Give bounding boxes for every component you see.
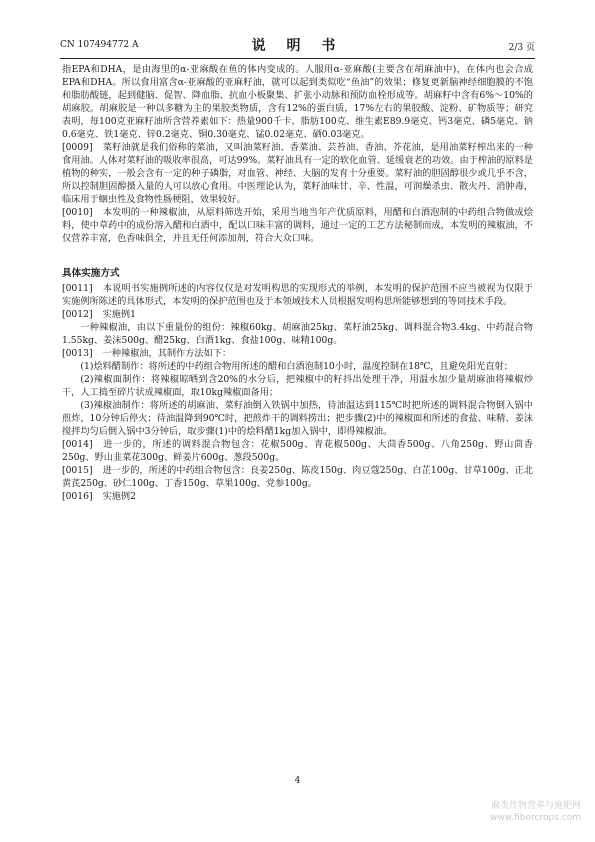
paragraph <box>62 206 533 245</box>
paragraph-text: 本说明书实施例所述的内容仅仅是对发明构思的实现形式的举例，本发明的保护范围不应当被视为仅限于实施例所陈述的具体形式，本发明的保护范围也及于本领域技术人员根据发明构思所能够想到的等同技术手段。 <box>62 283 533 307</box>
paragraph-text: 实施例1 <box>102 309 136 320</box>
paragraph-group-embodiments <box>62 282 533 503</box>
paragraph-number: [0016] <box>62 491 93 502</box>
paragraph <box>62 464 533 490</box>
paragraph-text: (3)辣椒油制作：将所述的胡麻油、菜籽油倒入铁锅中加热，待油温达到115℃时把所述的调料混合物倒入锅中煎炸，10分钟后停火；待油温降到90℃时，把煎炸干的调料捞出；把步骤(2)中的辣椒面和所述的食盐、味精、姜沫搅拌均匀后倒入锅中3分钟后，取步骤(1)中的烩料醋1kg加入锅中，即得辣椒油。 <box>62 400 533 437</box>
paragraph-group-background <box>62 63 533 245</box>
paragraph <box>62 63 533 141</box>
publication-number: CN 107494772 A <box>60 40 139 50</box>
paragraph-text: 一种辣椒油，由以下重量份的组份：辣椒60kg、胡麻油25kg、菜籽油25kg、调料混合物3.4kg、中药混合物1.55kg、姜沫500g、醋25kg、白酒1kg、食盐100g、味精100g。 <box>62 322 533 346</box>
paragraph-text: (1)烩料醋制作：将所述的中药组合物用所述的醋和白酒泡制10小时，温度控制在18℃，且避免阳光直射； <box>80 361 513 372</box>
page-number: 4 <box>294 776 301 786</box>
paragraph <box>62 321 533 347</box>
paragraph-number: [0013] <box>62 348 93 359</box>
paragraph <box>62 308 533 321</box>
paragraph-text: (2)辣椒面制作：将辣椒晾晒到含20%的水分后，把辣椒中的籽抖出处理干净，用温水加少量胡麻油将辣椒炒干，人工捣至碎片状成辣椒面，取10kg辣椒面备用； <box>62 374 533 398</box>
watermark-site-name: 麻类作物营养与施肥网 <box>490 801 581 811</box>
document-body <box>62 63 533 503</box>
paragraph-text: 一种辣椒油，其制作方法如下： <box>102 348 232 359</box>
paragraph-number: [0014] <box>62 439 93 450</box>
paragraph-number: [0011] <box>62 283 93 294</box>
paragraph <box>62 141 533 206</box>
paragraph <box>62 438 533 464</box>
site-watermark <box>490 800 581 824</box>
section-heading: 具体实施方式 <box>62 268 120 279</box>
paragraph-text: 本发明的一种辣椒油，从原料筛选开始，采用当地当年产优质原料，用醋和白酒泡制的中药组合物做成烩料，使中草药中的成份溶入醋和白酒中，配以口味丰富的调料，通过一定的工艺方法秘制而成，本发明的辣椒油，不仅营养丰富，色香味俱全，并且无任何添加剂，符合大众口味。 <box>62 207 533 244</box>
paragraph-text: 实施例2 <box>102 491 136 502</box>
page-of-indicator: 2/3 页 <box>508 43 535 53</box>
paragraph-number: [0015] <box>62 465 93 476</box>
paragraph-text: 进一步的，所述的调料混合物包含：花椒500g、青花椒500g、大茴香500g、八角250g、野山茴香250g、野山韭菜花300g、鲜姜片600g、葱段500g。 <box>62 439 533 463</box>
paragraph <box>62 282 533 308</box>
paragraph-number: [0010] <box>62 207 93 218</box>
paragraph <box>62 490 533 503</box>
header-rule <box>60 58 535 59</box>
paragraph-number: [0012] <box>62 309 93 320</box>
document-title: 说 明 书 <box>251 38 344 54</box>
paragraph-number: [0009] <box>62 142 93 153</box>
paragraph <box>62 347 533 360</box>
paragraph-text: 进一步的，所述的中药组合物包含：良姜250g、陈皮150g、肉豆蔻250g、白芷100g、甘草100g、正北黄芪250g、砂仁100g、丁香150g、草果100g、党参100g。 <box>62 465 533 489</box>
watermark-url: www.fibercrops.com <box>490 813 581 823</box>
paragraph <box>62 360 533 373</box>
paragraph <box>62 373 533 399</box>
paragraph-text: 指EPA和DHA，是由海里的α-亚麻酸在鱼的体内变成的。人服用α-亚麻酸(主要含在胡麻油中)，在体内也会合成EPA和DHA。所以食用富含α-亚麻酸的亚麻籽油，就可以起到类似吃“鱼油”的效果；修复更新脑神经细胞膜的不饱和脂肪酸链，起到健脑、促智、降血脂、抗血小板聚集、扩张小动脉和预防血栓形成等。胡麻籽中含有6%～10%的胡麻胶。胡麻胶是一种以多糖为主的果胶类物质，含有12%的蛋白质，17%左右的果胶酸、淀粉、矿物质等；研究表明，每100克亚麻籽油所含营养素如下：热量900千卡、脂肪100克、维生素E89.9毫克、钙3毫克、磷5毫克、钠0.6毫克、铁1毫克、锌0.2毫克、铜0.30毫克、锰0.02毫克、硒0.03毫克。 <box>62 64 533 140</box>
paragraph <box>62 399 533 438</box>
paragraph-text: 菜籽油就是我们俗称的菜油，又叫油菜籽油、香菜油、芸苔油、香油、芥花油，是用油菜籽榨出来的一种食用油。人体对菜籽油的吸收率很高，可达99%。菜籽油具有一定的软化血管、延缓衰老的功效。由于榨油的原料是植物的种实，一般会含有一定的种子磷脂，对血管、神经、大脑的发育十分重要。菜籽油的胆固醇很少或几乎不含，所以控制胆固醇摄入量的人可以放心食用。中医理论认为，菜籽油味甘、辛、性温，可润燥杀虫、散火丹、消肿毒，临床用于蛔虫性及食物性肠梗阻，效果较好。 <box>62 142 533 205</box>
page-header <box>60 34 535 56</box>
